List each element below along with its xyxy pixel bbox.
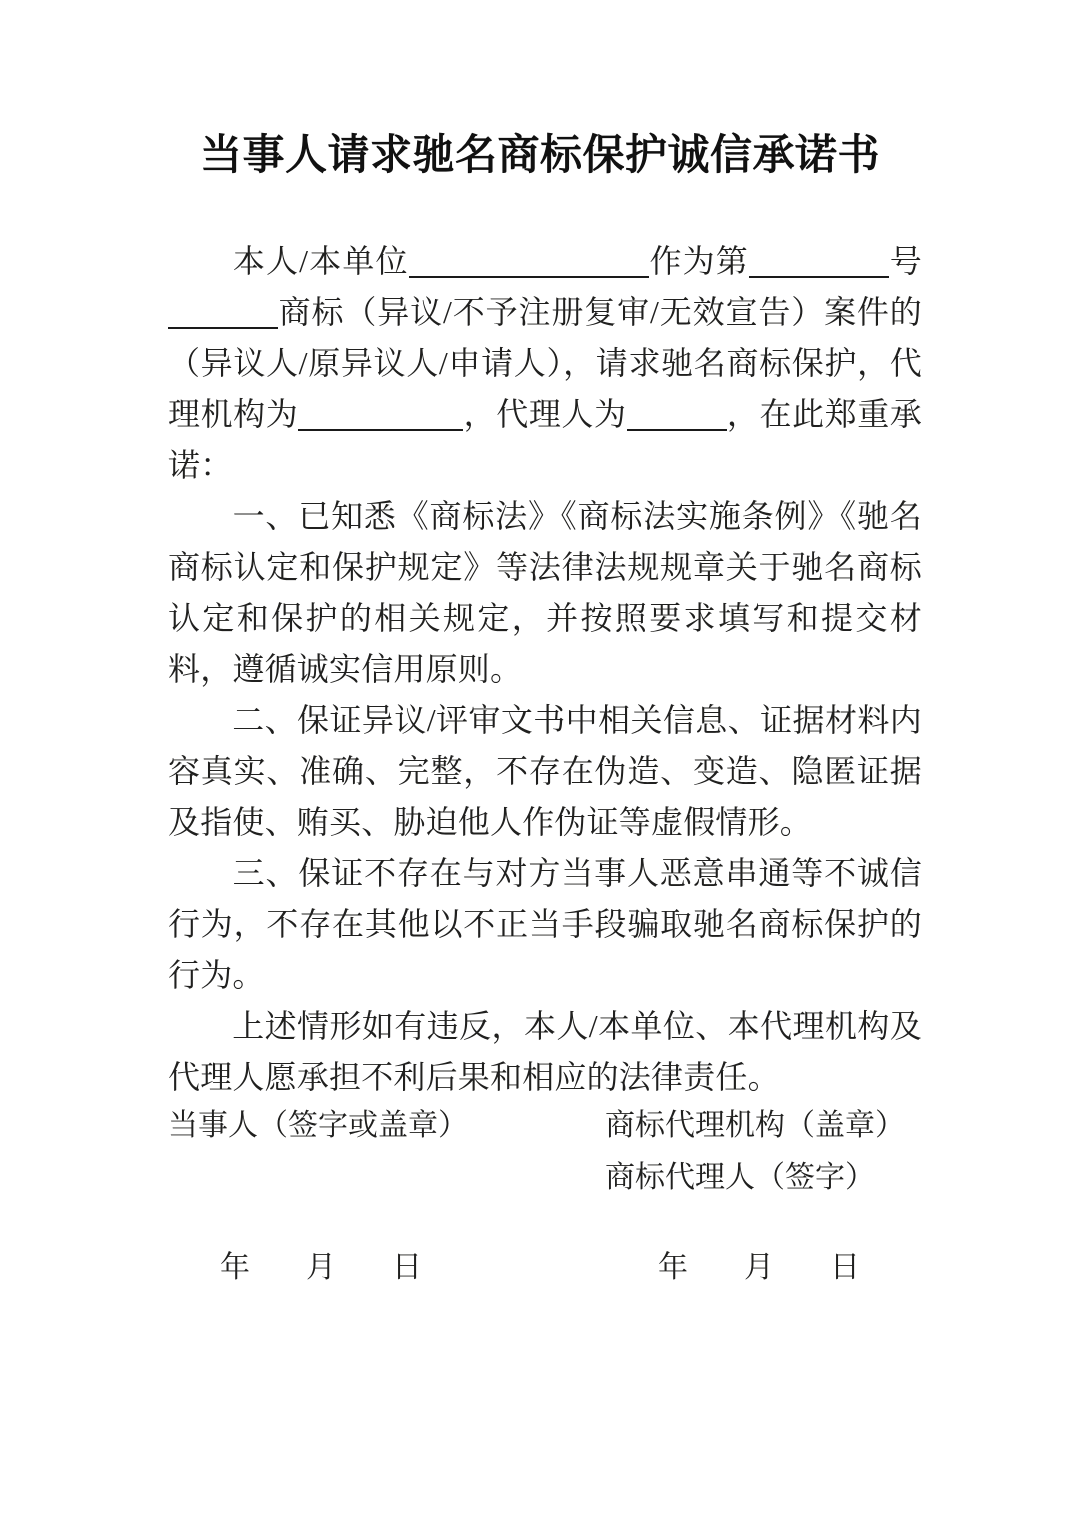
party-date-day: 日 <box>392 1251 422 1284</box>
agency-seal-label: 商标代理机构（盖章） <box>605 1109 905 1142</box>
paragraph-clause-one <box>168 491 922 695</box>
agent-date-year: 年 <box>658 1251 688 1284</box>
opening-segment-1: 本人/本单位 <box>232 243 409 279</box>
signature-row-primary <box>168 1100 922 1152</box>
clause-two-text: 二、保证异议/评审文书中相关信息、证据材料内容真实、准确、完整，不存在伪造、变造、隐匿证据及指使、贿买、胁迫他人作伪证等虚假情形。 <box>168 702 922 840</box>
document-body <box>168 236 922 1103</box>
agent-date-month: 月 <box>744 1251 774 1284</box>
party-date-month: 月 <box>306 1251 336 1284</box>
paragraph-closing <box>168 1001 922 1103</box>
clause-one-text: 一、已知悉《商标法》《商标法实施条例》《驰名商标认定和保护规定》等法律法规规章关于驰名商标认定和保护的相关规定，并按照要求填写和提交材料，遵循诚实信用原则。 <box>168 498 922 687</box>
blank-trademark-number[interactable] <box>168 297 278 329</box>
blank-agent-name[interactable] <box>627 399 727 431</box>
paragraph-clause-three <box>168 848 922 1001</box>
paragraph-opening <box>168 236 922 491</box>
closing-text: 上述情形如有违反，本人/本单位、本代理机构及代理人愿承担不利后果和相应的法律责任。 <box>168 1008 922 1095</box>
agent-date-day: 日 <box>830 1251 860 1284</box>
opening-segment-3: 号 <box>888 243 922 279</box>
party-signature-label: 当事人（签字或盖章） <box>168 1109 468 1142</box>
opening-segment-5: ，代理人为 <box>463 396 627 432</box>
opening-segment-6: ，在此郑重承诺： <box>168 396 922 483</box>
signature-row-agent <box>168 1152 922 1204</box>
date-row <box>168 1242 922 1294</box>
opening-segment-4: 商标（异议/不予注册复审/无效宣告）案件的（异议人/原异议人/申请人），请求驰名商标保护，代理机构为 <box>168 294 922 432</box>
blank-case-number-prefix[interactable] <box>749 246 889 278</box>
blank-agency-name[interactable] <box>298 399 463 431</box>
clause-three-text: 三、保证不存在与对方当事人恶意串通等不诚信行为，不存在其他以不正当手段骗取驰名商标保护的行为。 <box>168 855 922 993</box>
agent-signature-label: 商标代理人（签字） <box>605 1161 875 1194</box>
agent-date-line <box>658 1242 860 1294</box>
signature-block <box>168 1100 922 1294</box>
party-date-year: 年 <box>220 1251 250 1284</box>
party-date-line <box>220 1242 422 1294</box>
blank-party-name[interactable] <box>409 246 649 278</box>
opening-segment-2: 作为第 <box>648 243 749 279</box>
paragraph-clause-two <box>168 695 922 848</box>
page-title: 当事人请求驰名商标保护诚信承诺书 <box>199 130 880 179</box>
